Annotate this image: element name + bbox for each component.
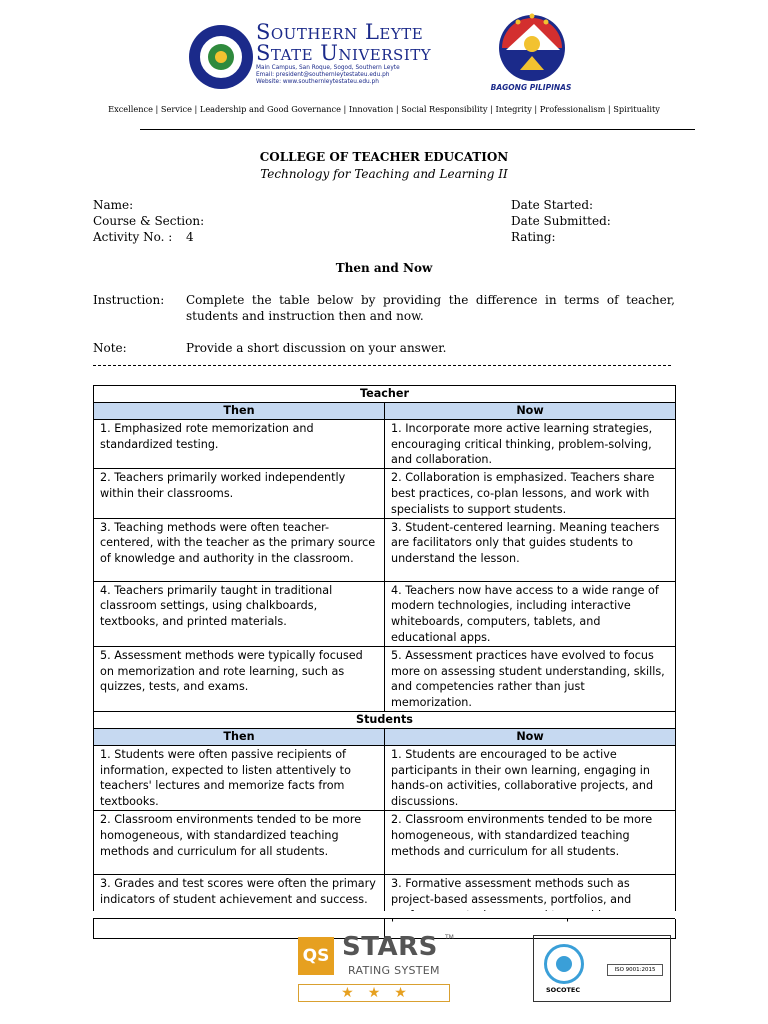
column-header-then: Then xyxy=(94,403,385,420)
university-seal xyxy=(189,25,253,89)
footer-divider xyxy=(93,918,675,919)
table-row xyxy=(94,810,676,874)
name-label: Name: xyxy=(93,198,134,212)
university-contact xyxy=(256,65,400,86)
table-row xyxy=(94,745,676,810)
now-cell: 3. Formative assessment methods such as project-based assessments, portfolios, and xyxy=(385,874,676,938)
activity-value: 4 xyxy=(186,230,194,244)
address: Main Campus, San Roque, Sogod, Southern Leyte xyxy=(256,65,400,71)
rating-label: Rating: xyxy=(511,230,556,244)
socotec-label: SOCOTEC xyxy=(546,986,581,994)
socotec-certification xyxy=(533,935,671,1002)
activity-title: Then and Now xyxy=(335,261,433,275)
column-header-now: Now xyxy=(385,403,676,420)
now-cell: 3. Student-centered learning. Meaning teachers are facilitators only that guides students to understand the lesson. xyxy=(385,518,676,581)
date-started-label: Date Started: xyxy=(511,198,594,212)
section-title-students: Students xyxy=(94,711,676,728)
then-cell: 4. Teachers primarily taught in traditional classroom settings, using chalkboards, textbooks, and printed materials. xyxy=(94,581,385,646)
column-header-then: Then xyxy=(94,728,385,745)
instruction-text: Complete the table below by providing the difference in terms of teacher, students and instruction then and now. xyxy=(186,293,675,323)
university-name-line1: Southern Leyte xyxy=(256,20,424,44)
then-now-table xyxy=(93,385,676,939)
university-name-line2: State University xyxy=(256,41,432,65)
then-cell: 1. Emphasized rote memorization and standardized testing. xyxy=(94,419,385,468)
table-row xyxy=(94,419,676,468)
trademark: TM xyxy=(445,934,454,941)
core-values: Excellence | Service | Leadership and Good Governance | Innovation | Social Responsibility | Integrity | Professionalism | Spirituality xyxy=(108,104,660,114)
website: Website: www.southernleytestateu.edu.ph xyxy=(256,79,379,85)
table-row xyxy=(94,874,676,938)
activity-label: Activity No. : xyxy=(93,230,173,244)
column-header-row xyxy=(94,403,676,420)
section-header-row xyxy=(94,711,676,728)
note-text: Provide a short discussion on your answer. xyxy=(186,341,447,355)
bagong-pilipinas-logo xyxy=(494,10,570,84)
now-cell: 5. Assessment practices have evolved to focus more on assessing student understanding, skills, and competencies rather than just memorization. xyxy=(385,646,676,711)
star-rating-bar: ★★★ xyxy=(298,984,450,1002)
then-cell: 1. Students were often passive recipients of information, expected to listen attentively to teachers' lectures and memorize facts from textbooks. xyxy=(94,745,385,810)
date-submitted-label: Date Submitted: xyxy=(511,214,611,228)
then-cell: 5. Assessment methods were typically focused on memorization and rote learning, such as quizzes, tests, and exams. xyxy=(94,646,385,711)
university-name xyxy=(256,22,431,64)
qs-logo: QS xyxy=(298,937,334,975)
header-divider xyxy=(140,129,695,130)
now-cell: 4. Teachers now have access to a wide range of modern technologies, including interactive whiteboards, computers, tablets, and educational apps. xyxy=(385,581,676,646)
now-cell: 1. Students are encouraged to be active participants in their own learning, engaging in hands-on activities, collaborative projects, and discussions. xyxy=(385,745,676,810)
now-cell: 2. Classroom environments tended to be more homogeneous, with standardized teaching methods and curriculum for all students. xyxy=(385,810,676,874)
section-header-row xyxy=(94,386,676,403)
then-cell: 2. Teachers primarily worked independently within their classrooms. xyxy=(94,469,385,518)
column-header-now: Now xyxy=(385,728,676,745)
rating-system-text: RATING SYSTEM xyxy=(348,964,440,977)
course-title: Technology for Teaching and Learning II xyxy=(260,167,508,181)
now-cell: 2. Collaboration is emphasized. Teachers share best practices, co-plan lessons, and work with specialists to support students. xyxy=(385,469,676,518)
bagong-pilipinas-label: BAGONG PILIPINAS xyxy=(490,83,572,92)
note-underline xyxy=(93,365,671,366)
section-title-teacher: Teacher xyxy=(94,386,676,403)
course-section-label: Course & Section: xyxy=(93,214,205,228)
column-header-row xyxy=(94,728,676,745)
then-cell: 2. Classroom environments tended to be more homogeneous, with standardized teaching methods and curriculum for all students. xyxy=(94,810,385,874)
table-row xyxy=(94,469,676,518)
now-cell: 1. Incorporate more active learning strategies, encouraging critical thinking, problem-solving, and collaboration. xyxy=(385,419,676,468)
table-row xyxy=(94,581,676,646)
then-cell: 3. Grades and test scores were often the primary indicators of student achievement and success. xyxy=(94,874,385,938)
instruction-label: Instruction: xyxy=(93,293,165,307)
college-title: COLLEGE OF TEACHER EDUCATION xyxy=(259,150,509,164)
socotec-logo-icon xyxy=(544,944,584,984)
then-cell: 3. Teaching methods were often teacher-centered, with the teacher as the primary source of knowledge and authority in the classroom. xyxy=(94,518,385,581)
table-row xyxy=(94,518,676,581)
email: Email: president@southernleytestateu.edu.ph xyxy=(256,72,390,78)
note-label: Note: xyxy=(93,341,127,355)
table-row xyxy=(94,646,676,711)
iso-badge: ISO 9001:2015 xyxy=(607,964,663,976)
qs-stars-word: STARS xyxy=(342,932,438,962)
